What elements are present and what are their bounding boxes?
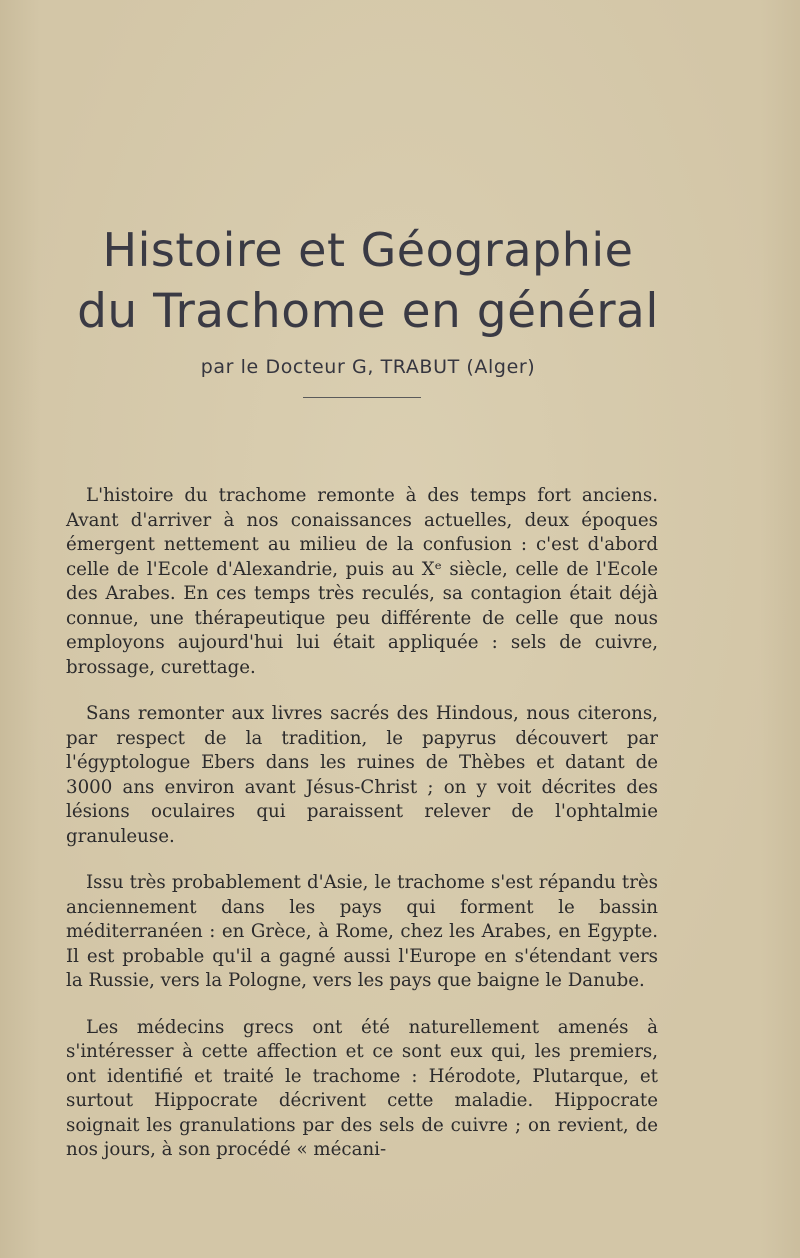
paragraph: L'histoire du trachome remonte à des temps fort anciens. Avant d'arriver à nos conaissances actuelles, deux époques émergent nettement au milieu de la confusion : c'est d'abord celle de l'Ecole d'Alexandrie, puis au Xᵉ siècle, celle de l'Ecole des Arabes. En ces temps très reculés, sa contagion était déjà connue, une thérapeutique peu différente de celle que nous employons aujourd'hui lui était appliquée : sels de cuivre, brossage, curettage. xyxy=(66,485,658,678)
paragraph: Issu très probablement d'Asie, le trachome s'est répandu très anciennement dans les pays qui forment le bassin méditerranéen : en Grèce, à Rome, chez les Arabes, en Egypte. Il est probable qu'il a gagné aussi l'Europe en s'étendant vers la Russie, vers la Pologne, vers les pays que baigne le Danube. xyxy=(66,872,658,991)
paragraph: Les médecins grecs ont été naturellement amenés à s'intéresser à cette affection et ce sont eux qui, les premiers, ont identifié et traité le trachome : Hérodote, Plutarque, et surtout Hippocrate décrivent cette maladie. Hippocrate soignait les granulations par des sels de cuivre ; on revient, de nos jours, à son procédé « mécani- xyxy=(66,1016,658,1160)
author-byline: par le Docteur G, TRABUT (Alger) xyxy=(200,356,536,378)
paragraph: Sans remonter aux livres sacrés des Hindous, nous citerons, par respect de la tradition, le papyrus découvert par l'égyptologue Ebers dans les ruines de Thèbes et datant de 3000 ans environ avant Jésus-Christ ; on y voit décrites des lésions oculaires qui paraissent relever de l'ophtalmie granuleuse. xyxy=(66,703,658,847)
title-line-1: Histoire et Géographie xyxy=(102,223,634,277)
title-divider xyxy=(303,397,421,398)
article-body xyxy=(66,484,658,1185)
title-line-2: du Trachome en général xyxy=(77,284,659,339)
